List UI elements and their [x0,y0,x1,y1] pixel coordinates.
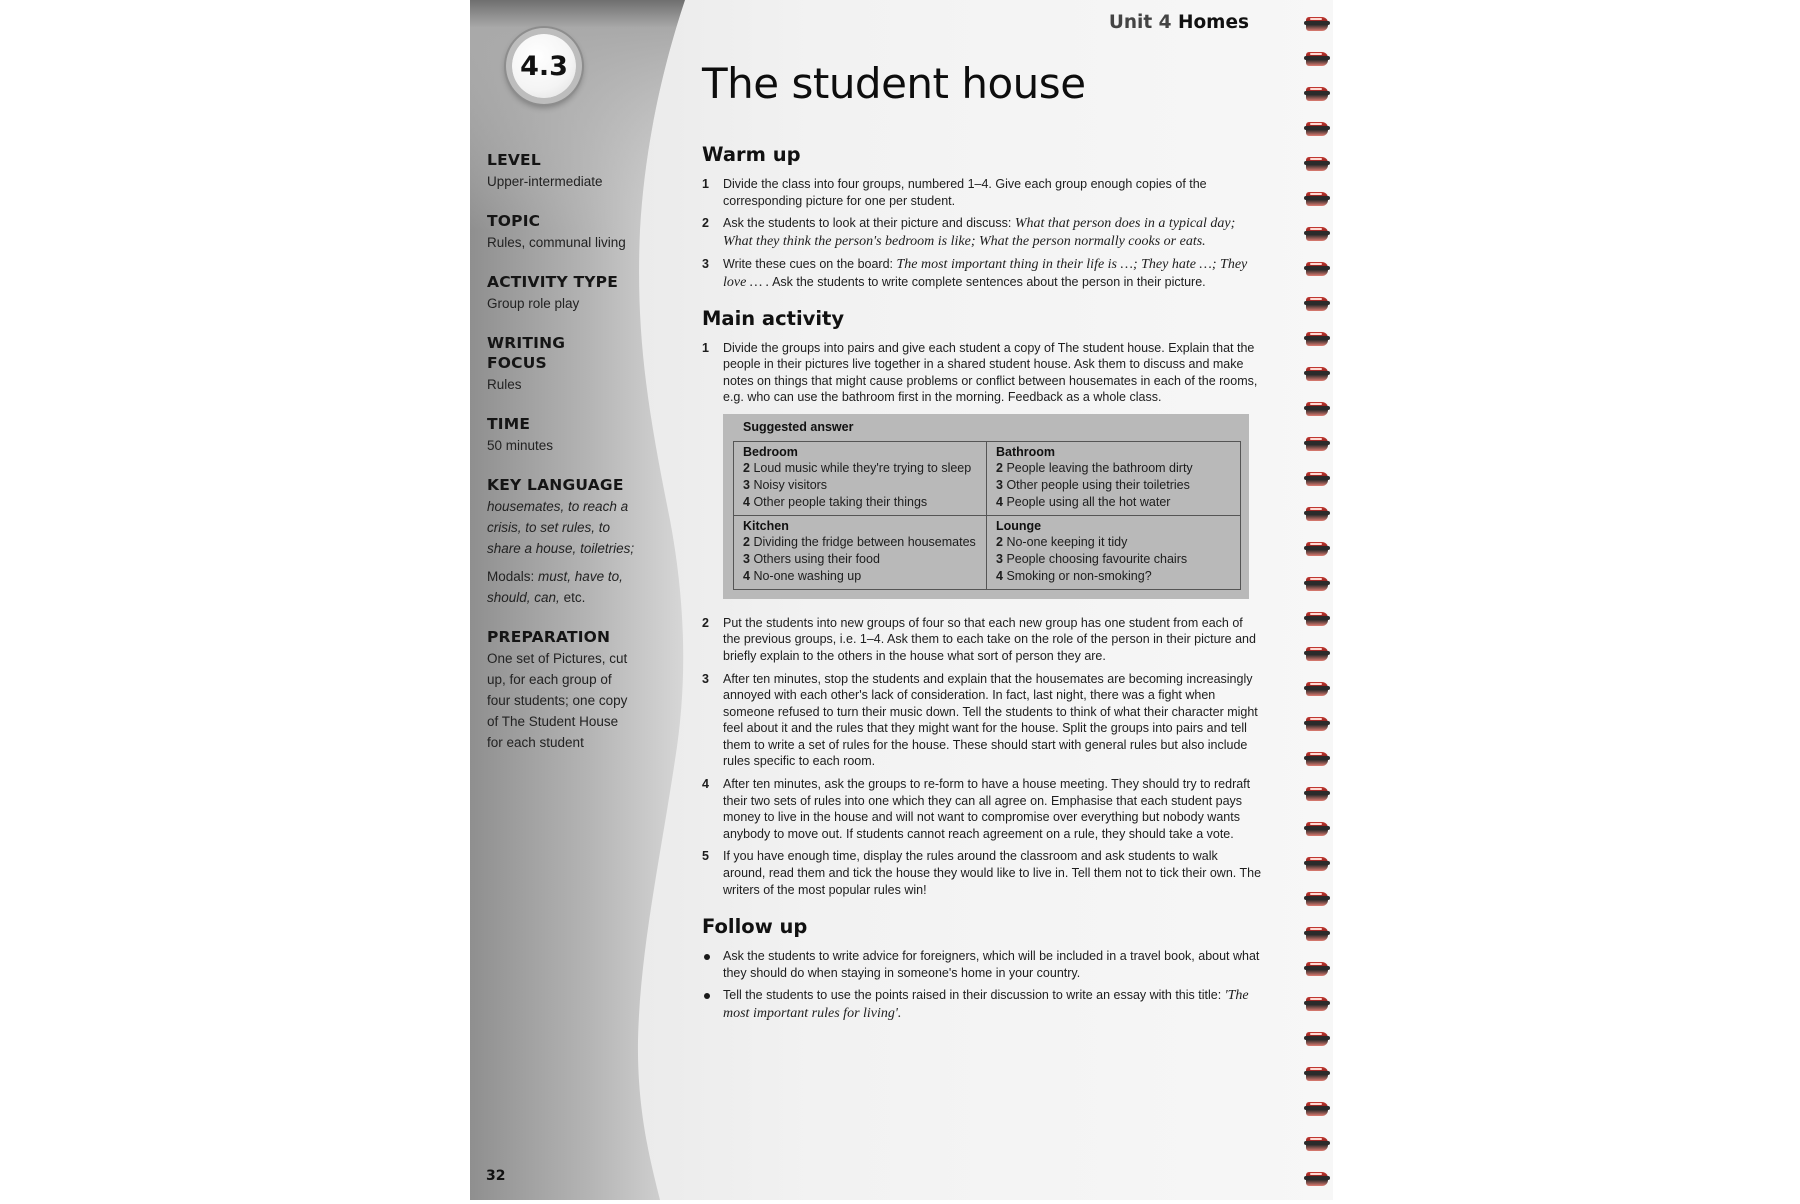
level-value: Upper-intermediate [487,174,603,189]
binding-ring [1304,819,1330,841]
preparation-value: One set of Pictures, cut up, for each group of four students; one copy of The Student House for each student [487,651,628,750]
binding-ring [1304,749,1330,771]
preparation-block [487,627,637,753]
warm-up-steps [702,176,1262,292]
room-cell-bedroom [734,442,987,516]
writing-focus-value: Rules [487,377,522,392]
room-name: Kitchen [743,518,789,533]
time-value: 50 minutes [487,438,554,453]
topic-value: Rules, communal living [487,235,626,250]
room-name: Lounge [996,518,1042,533]
step-number: 1 [702,177,709,191]
binding-ring [1304,364,1330,386]
binding-ring [1304,539,1330,561]
binding-ring [1304,574,1330,596]
room-item: 2 Loud music while they're trying to sleep [743,461,972,476]
lesson-content [702,56,1262,1029]
time-block [487,414,637,456]
room-cell-lounge [987,516,1240,589]
room-item: 4 Other people taking their things [743,495,928,510]
spiral-binding [1304,14,1334,1204]
step-text-italic: The most important thing in their life is …; They hate …; They love … . [723,257,1248,290]
bullet-text-italic: 'The most important rules for living'. [723,988,1249,1021]
key-language-value: housemates, to reach a crisis, to set rules, to share a house, toiletries; [487,499,635,556]
room-item: 2 No-one keeping it tidy [996,535,1128,550]
room-item: 4 Smoking or non-smoking? [996,568,1152,583]
unit-header [1109,12,1249,33]
step-number: 2 [702,615,709,630]
binding-ring [1304,49,1330,71]
room-item: 3 Other people using their toiletries [996,478,1190,493]
activity-info-sidebar [487,150,637,772]
time-heading: TIME [487,415,531,433]
list-item [702,948,1262,981]
room-item: 3 Others using their food [743,552,880,567]
step-text: If you have enough time, display the rules around the classroom and ask students to walk around, read them and tick the house they would like to live in. Tell them not to tick their own. The writers of the most popular rules win! [723,849,1262,897]
binding-ring [1304,469,1330,491]
step-text: Put the students into new groups of four so that each new group has one student from each of the previous groups, i.e. 1–4. Ask them to each take on the role of the person in their picture and briefly explain to the others in the house what sort of person they are. [723,615,1256,663]
binding-ring [1304,609,1330,631]
bullet-text: Tell the students to use the points raised in their discussion to write an essay with this title: [723,988,1222,1003]
binding-ring [1304,434,1330,456]
modals-line [487,566,637,608]
list-item [702,776,1262,842]
activity-number-badge: 4.3 [512,34,576,98]
room-name: Bedroom [743,444,798,459]
binding-ring [1304,189,1330,211]
binding-ring [1304,1099,1330,1121]
main-activity-steps [702,340,1262,406]
binding-ring [1304,329,1330,351]
key-language-block [487,475,637,608]
room-item: 4 People using all the hot water [996,495,1171,510]
room-name: Bathroom [996,444,1056,459]
list-item [702,987,1262,1022]
step-text-italic: What that person does in a typical day; What they think the person's bedroom is like; What the person normally cooks or eats. [723,216,1236,249]
follow-up-list [702,948,1262,1022]
binding-ring [1304,1134,1330,1156]
binding-ring [1304,924,1330,946]
suggested-answer-title: Suggested answer [743,419,854,434]
binding-ring [1304,959,1330,981]
binding-ring [1304,1064,1330,1086]
room-item: 3 Noisy visitors [743,478,828,493]
binding-ring [1304,399,1330,421]
level-block [487,150,637,192]
list-item [702,848,1262,898]
step-number: 4 [702,777,709,792]
topic-block [487,211,637,253]
suggested-answer-grid [733,441,1241,590]
step-number: 1 [702,340,709,355]
unit-title: Homes [1177,12,1249,33]
step-text-plain: Write these cues on the board: [723,257,894,272]
room-item: 4 No-one washing up [743,568,862,583]
preparation-heading: PREPARATION [487,628,611,646]
follow-up-heading: Follow up [702,915,808,939]
step-text-plain-tail: Ask the students to write complete sentences about the person in their picture. [772,274,1206,289]
list-item [702,340,1262,406]
topic-heading: TOPIC [487,212,541,230]
step-text: Divide the class into four groups, numbered 1–4. Give each group enough copies of the corresponding picture for one per student. [723,177,1207,208]
binding-ring [1304,714,1330,736]
step-number: 5 [702,849,709,864]
page-number: 32 [486,1168,506,1184]
room-item: 2 Dividing the fridge between housemates [743,535,976,550]
step-text-plain: Ask the students to look at their picture and discuss: [723,216,1012,231]
step-text: After ten minutes, stop the students and explain that the housemates are becoming increasingly annoyed with each other's lack of consideration. In fact, last night, there was a fight when someone refused to turn their music down. Tell the students to think of what their character might feel about it and the rules that they might want for the house. Split the groups into pairs and tell them to write a set of rules for the house. These should start with general rules but also include rules specific to each room. [723,671,1258,769]
writing-focus-block [487,333,637,395]
binding-ring [1304,504,1330,526]
writing-focus-heading: WRITING FOCUS [487,334,566,372]
binding-ring [1304,224,1330,246]
bullet-text: Ask the students to write advice for foreigners, which will be included in a travel book, about what they should do when staying in someone's home in your country. [723,949,1260,980]
binding-ring [1304,644,1330,666]
list-item [702,215,1262,250]
key-language-heading: KEY LANGUAGE [487,476,624,494]
step-number: 3 [702,671,709,686]
binding-ring [1304,1169,1330,1191]
activity-type-value: Group role play [487,296,580,311]
page-title: The student house [702,59,1086,108]
unit-label: Unit 4 [1108,12,1172,33]
warm-up-heading: Warm up [702,143,801,166]
modals-label: Modals: [487,569,535,584]
list-item [702,671,1262,771]
binding-ring [1304,294,1330,316]
modals-tail: etc. [563,590,586,605]
room-item: 3 People choosing favourite chairs [996,552,1188,567]
step-number: 3 [702,257,709,272]
binding-ring [1304,679,1330,701]
list-item [702,256,1262,291]
main-activity-steps-continued [702,615,1262,899]
step-text [723,256,1262,291]
level-heading: LEVEL [487,151,541,169]
binding-ring [1304,854,1330,876]
binding-ring [1304,154,1330,176]
binding-ring [1304,1029,1330,1051]
binding-ring [1304,259,1330,281]
suggested-answer-box [723,414,1249,599]
room-cell-kitchen [734,516,987,589]
binding-ring [1304,994,1330,1016]
room-cell-bathroom [987,442,1240,516]
step-number: 2 [702,216,709,231]
main-activity-heading: Main activity [702,306,845,330]
binding-ring [1304,784,1330,806]
binding-ring [1304,119,1330,141]
list-item [702,176,1262,209]
binding-ring [1304,889,1330,911]
list-item [702,615,1262,665]
modals-items: must, have to, should, can, [487,569,623,605]
binding-ring [1304,14,1330,36]
book-page [470,0,1333,1200]
activity-type-heading: ACTIVITY TYPE [487,273,619,291]
room-item: 2 People leaving the bathroom dirty [996,461,1193,476]
step-text: After ten minutes, ask the groups to re-form to have a house meeting. They should try to redraft their two sets of rules into one which they can all agree on. Emphasise that each student pays money to live in the house and will not want to compromise over everything but nobody wants anybody to move out. If students cannot reach agreement on a rule, they should take a vote. [723,777,1251,841]
activity-type-block [487,272,637,314]
step-text [723,215,1262,250]
binding-ring [1304,84,1330,106]
step-text: Divide the groups into pairs and give each student a copy of The student house. Explain that the people in their pictures live together in a shared student house. Ask them to discuss and make notes on things that might cause problems or conflict between housemates in each of the rooms, e.g. who can use the bathroom first in the morning. Feedback as a whole class. [723,340,1258,405]
